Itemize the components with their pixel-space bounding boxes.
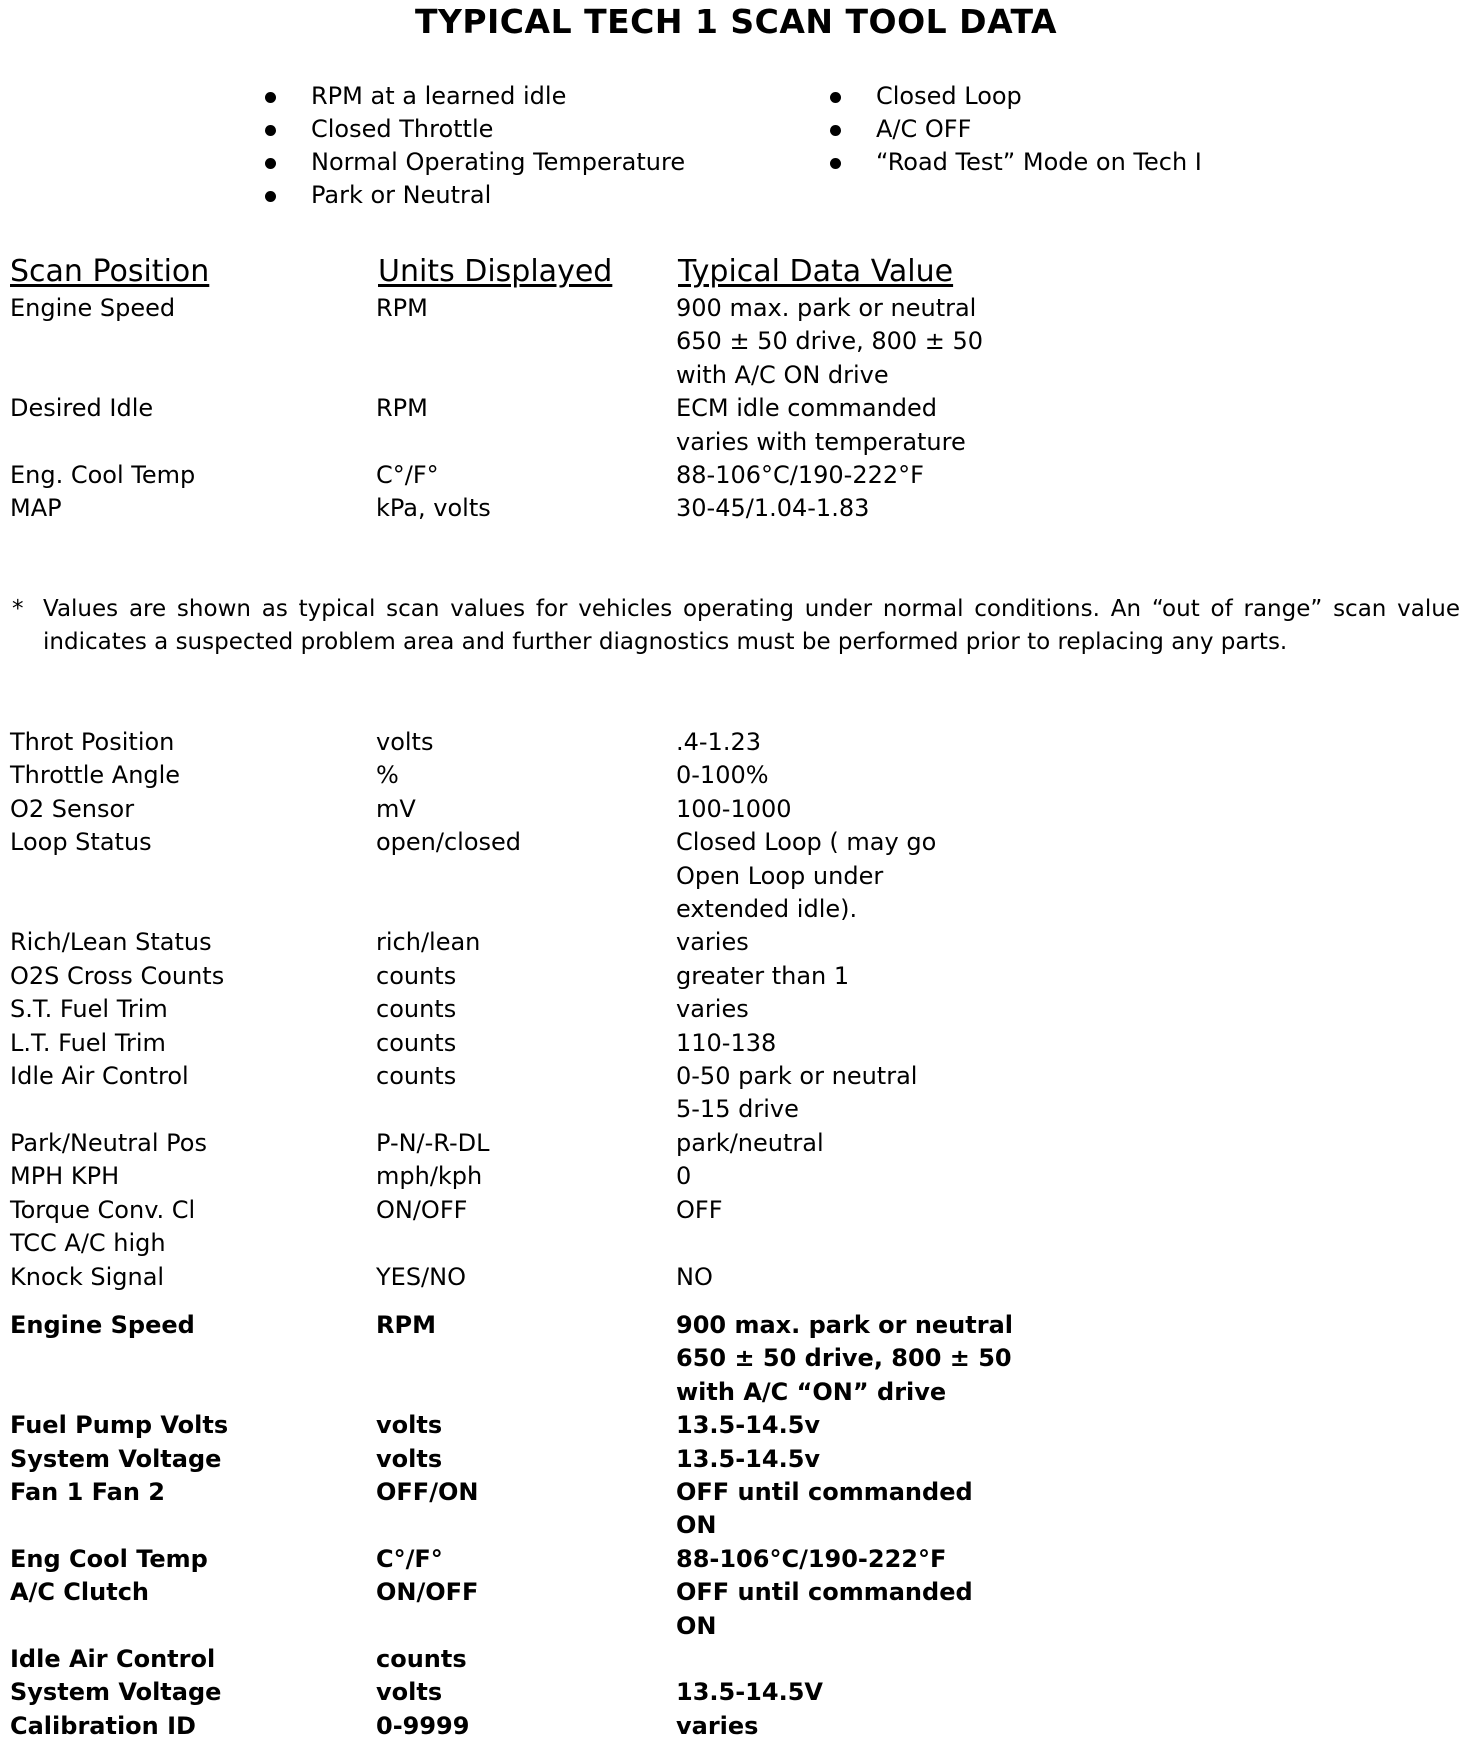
units-cell: counts	[376, 961, 457, 990]
typical-value-line: OFF until commanded	[676, 1578, 973, 1607]
typical-value-line: Open Loop under	[676, 861, 884, 890]
scan-position-cell: Throt Position	[10, 728, 175, 756]
condition-item: Normal Operating Temperature	[263, 146, 685, 179]
table-row	[0, 993, 1472, 1026]
scan-table-bottom	[0, 1309, 1472, 1743]
column-header-units-displayed: Units Displayed	[378, 254, 613, 289]
typical-value-cell	[676, 459, 1472, 492]
condition-item: RPM at a learned idle	[263, 80, 685, 113]
typical-value-cell	[676, 759, 1472, 792]
typical-value-cell	[676, 1127, 1472, 1160]
column-header-typical-data-value: Typical Data Value	[678, 254, 954, 289]
bullet-icon	[830, 125, 841, 136]
typical-value-line: 110-138	[676, 1028, 777, 1057]
scan-position-cell: Fuel Pump Volts	[10, 1411, 229, 1440]
units-cell: counts	[376, 995, 457, 1024]
scan-position-cell: Desired Idle	[10, 394, 154, 423]
units-cell: RPM	[376, 1311, 436, 1339]
units-cell: P-N/-R-DL	[376, 1128, 490, 1157]
typical-value-line: 13.5-14.5V	[676, 1678, 823, 1707]
table-row	[0, 793, 1472, 826]
table-row	[0, 1476, 1472, 1543]
typical-value-line: OFF	[676, 1195, 723, 1224]
bullet-icon	[265, 191, 276, 202]
units-cell: volts	[376, 1444, 443, 1473]
units-cell: counts	[376, 1645, 467, 1674]
scan-position-cell: Idle Air Control	[10, 1645, 216, 1674]
bullet-icon	[265, 125, 276, 136]
scan-position-cell: System Voltage	[10, 1678, 222, 1707]
condition-item: Park or Neutral	[263, 179, 685, 212]
condition-item: “Road Test” Mode on Tech I	[828, 146, 1202, 179]
units-cell: C°/F°	[376, 461, 439, 490]
units-cell: C°/F°	[376, 1544, 443, 1573]
typical-value-line: park/neutral	[676, 1128, 824, 1157]
table-row	[0, 1309, 1472, 1409]
units-cell: rich/lean	[376, 928, 481, 957]
condition-item: Closed Loop	[828, 80, 1202, 113]
table-row	[0, 826, 1472, 926]
typical-value-line: 30-45/1.04-1.83	[676, 494, 870, 523]
typical-value-line: Closed Loop ( may go	[676, 828, 937, 857]
typical-value-line: ECM idle commanded	[676, 394, 938, 423]
typical-value-cell	[676, 1643, 1472, 1676]
footnote-text: Values are shown as typical scan values for vehicles operating under normal conditions. An “out of range” scan value indicates a suspected problem area and further diagnostics must be performed prior to replacing any parts.	[43, 596, 1460, 655]
typical-value-line: .4-1.23	[676, 728, 761, 756]
scan-position-cell: Eng Cool Temp	[10, 1544, 208, 1573]
scan-table-middle	[0, 726, 1472, 1294]
typical-value-line: 900 max. park or neutral	[676, 1311, 1013, 1339]
scan-position-cell: L.T. Fuel Trim	[10, 1028, 166, 1057]
typical-value-cell	[676, 1576, 1472, 1643]
typical-value-line: ON	[676, 1511, 717, 1540]
units-cell: counts	[376, 1062, 457, 1091]
units-cell: kPa, volts	[376, 494, 491, 523]
table-row	[0, 459, 1472, 492]
bullet-icon	[265, 92, 276, 103]
conditions-left-list	[263, 80, 685, 212]
typical-value-line: 88-106°C/190-222°F	[676, 1544, 947, 1573]
typical-value-cell	[676, 993, 1472, 1026]
typical-value-cell	[676, 960, 1472, 993]
typical-value-line: 0-50 park or neutral	[676, 1062, 918, 1091]
scan-position-cell: Engine Speed	[10, 294, 176, 322]
scan-position-cell: Idle Air Control	[10, 1062, 189, 1091]
typical-value-cell	[676, 1543, 1472, 1576]
table-row	[0, 1060, 1472, 1127]
bullet-icon	[830, 92, 841, 103]
scan-position-cell: O2S Cross Counts	[10, 961, 225, 990]
typical-value-cell	[676, 1194, 1472, 1227]
typical-value-line: with A/C ON drive	[676, 360, 889, 389]
column-header-scan-position: Scan Position	[10, 254, 210, 289]
page-title: TYPICAL TECH 1 SCAN TOOL DATA	[414, 2, 1058, 41]
typical-value-cell	[676, 1476, 1472, 1543]
scan-position-cell: Knock Signal	[10, 1262, 165, 1291]
bullet-icon	[830, 158, 841, 169]
typical-value-line	[676, 1643, 1472, 1676]
typical-value-line: 88-106°C/190-222°F	[676, 461, 924, 490]
typical-value-cell	[676, 1309, 1472, 1409]
typical-value-cell	[676, 1443, 1472, 1476]
scan-position-cell: Calibration ID	[10, 1711, 196, 1740]
typical-value-cell	[676, 292, 1472, 392]
typical-value-cell	[676, 1676, 1472, 1709]
typical-value-line: NO	[676, 1262, 713, 1291]
units-cell: ON/OFF	[376, 1578, 479, 1607]
typical-value-line: 5-15 drive	[676, 1095, 799, 1124]
typical-value-line: 650 ± 50 drive, 800 ± 50	[676, 327, 984, 356]
table-row	[0, 1261, 1472, 1294]
table-row	[0, 1676, 1472, 1709]
typical-value-cell	[676, 1027, 1472, 1060]
typical-value-line	[676, 1227, 1472, 1260]
typical-value-line: varies	[676, 1711, 759, 1740]
typical-value-cell	[676, 793, 1472, 826]
units-cell: counts	[376, 1028, 457, 1057]
table-row	[0, 1543, 1472, 1576]
typical-value-line: with A/C “ON” drive	[676, 1377, 947, 1406]
units-cell: OFF/ON	[376, 1478, 479, 1507]
units-cell: YES/NO	[376, 1262, 466, 1291]
table-row	[0, 1710, 1472, 1743]
typical-value-cell	[676, 926, 1472, 959]
units-cell: volts	[376, 1678, 443, 1707]
footnote-asterisk: *	[12, 596, 24, 622]
scan-position-cell: MAP	[10, 494, 62, 523]
typical-value-line: 0	[676, 1162, 692, 1191]
scan-position-cell: MPH KPH	[10, 1162, 120, 1191]
table-row	[0, 492, 1472, 525]
scan-position-cell: Eng. Cool Temp	[10, 461, 196, 490]
table-row	[0, 292, 1472, 392]
typical-value-line: varies	[676, 928, 749, 957]
conditions-right-list	[828, 80, 1202, 179]
table-row	[0, 1576, 1472, 1643]
table-row	[0, 1643, 1472, 1676]
typical-value-cell	[676, 392, 1472, 459]
table-row	[0, 1194, 1472, 1227]
scan-position-cell: Rich/Lean Status	[10, 928, 212, 957]
typical-value-line: 650 ± 50 drive, 800 ± 50	[676, 1344, 1012, 1373]
typical-value-cell	[676, 1227, 1472, 1260]
typical-value-cell	[676, 492, 1472, 525]
typical-value-line: varies	[676, 995, 749, 1024]
typical-value-line: OFF until commanded	[676, 1478, 973, 1507]
units-cell: RPM	[376, 394, 428, 423]
typical-value-cell	[676, 1710, 1472, 1743]
typical-value-line: varies with temperature	[676, 427, 966, 456]
table-row	[0, 1443, 1472, 1476]
units-cell: 0-9999	[376, 1711, 470, 1740]
table-row	[0, 1027, 1472, 1060]
bullet-icon	[265, 158, 276, 169]
scan-position-cell: System Voltage	[10, 1444, 222, 1473]
footnote	[10, 593, 1460, 659]
units-cell: volts	[376, 728, 434, 756]
typical-value-cell	[676, 726, 1472, 759]
typical-value-line: 13.5-14.5v	[676, 1444, 821, 1473]
table-row	[0, 726, 1472, 759]
units-cell: %	[376, 761, 399, 790]
table-row	[0, 1127, 1472, 1160]
units-cell: mV	[376, 794, 416, 823]
units-cell: mph/kph	[376, 1162, 483, 1191]
scan-position-cell: O2 Sensor	[10, 794, 135, 823]
scan-position-cell: Throttle Angle	[10, 761, 181, 790]
scan-position-cell: TCC A/C high	[10, 1229, 166, 1258]
scan-position-cell: S.T. Fuel Trim	[10, 995, 168, 1024]
table-row	[0, 759, 1472, 792]
scan-position-cell: Fan 1 Fan 2	[10, 1478, 166, 1507]
typical-value-line: greater than 1	[676, 961, 850, 990]
condition-item: Closed Throttle	[263, 113, 685, 146]
scan-table-top	[0, 292, 1472, 526]
units-cell: RPM	[376, 294, 428, 322]
scan-position-cell: Park/Neutral Pos	[10, 1128, 207, 1157]
scan-position-cell: Loop Status	[10, 828, 152, 857]
scan-position-cell: A/C Clutch	[10, 1578, 150, 1607]
condition-item: A/C OFF	[828, 113, 1202, 146]
typical-value-cell	[676, 1060, 1472, 1127]
scan-position-cell: Torque Conv. Cl	[10, 1195, 196, 1224]
table-row	[0, 1160, 1472, 1193]
table-row	[0, 1409, 1472, 1442]
units-cell: volts	[376, 1411, 443, 1440]
typical-value-cell	[676, 826, 1472, 926]
units-cell: ON/OFF	[376, 1195, 468, 1224]
table-row	[0, 392, 1472, 459]
table-row	[0, 960, 1472, 993]
typical-value-cell	[676, 1409, 1472, 1442]
typical-value-line: extended idle).	[676, 895, 858, 924]
typical-value-line: ON	[676, 1611, 717, 1640]
table-row	[0, 1227, 1472, 1260]
typical-value-cell	[676, 1160, 1472, 1193]
typical-value-line: 100-1000	[676, 794, 792, 823]
typical-value-line: 0-100%	[676, 761, 769, 790]
units-cell: open/closed	[376, 828, 522, 857]
scan-position-cell: Engine Speed	[10, 1311, 195, 1339]
typical-value-line: 13.5-14.5v	[676, 1411, 821, 1440]
typical-value-cell	[676, 1261, 1472, 1294]
typical-value-line: 900 max. park or neutral	[676, 294, 977, 322]
table-row	[0, 926, 1472, 959]
